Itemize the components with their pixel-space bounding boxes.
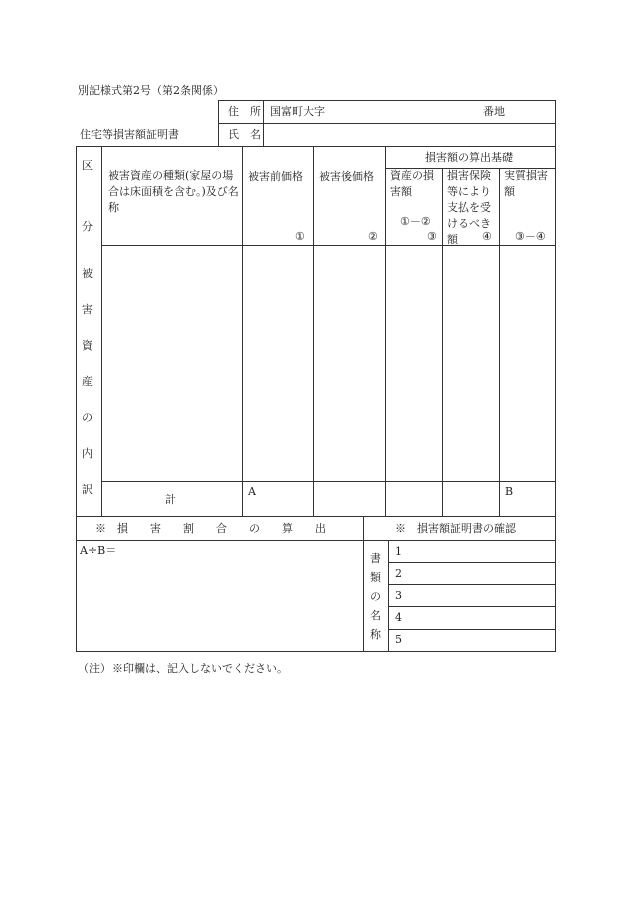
col-before-header: 被害前価格 — [248, 170, 303, 183]
col-loss-num: ③ — [427, 230, 437, 243]
side-label-char: 訳 — [82, 483, 93, 496]
ratio-formula[interactable]: A÷B＝ — [80, 544, 117, 557]
address-value[interactable]: 国富町大字 — [270, 105, 325, 118]
confirm-side-char: 書 — [370, 552, 381, 565]
total-a-marker: A — [248, 485, 256, 498]
confirm-row-number: 1 — [395, 545, 402, 558]
total-label: 計 — [165, 493, 176, 506]
group-header: 損害額の算出基礎 — [425, 151, 513, 164]
kubun-bottom-label: 分 — [82, 220, 93, 233]
side-label-char: 産 — [82, 375, 93, 388]
confirm-row-number: 2 — [395, 567, 402, 580]
col-loss-header: 資産の損害額 — [390, 169, 434, 198]
confirm-side-char: 称 — [370, 628, 381, 641]
col-type-header: 被害資産の種類(家屋の場合は床面積を含む。)及び名称 — [108, 169, 239, 214]
col-actual-header: 実質損害額 — [504, 169, 548, 198]
col-insurance-header: 損害保険等により支払を受けるべき額 — [447, 169, 491, 246]
address-suffix: 番地 — [483, 105, 505, 118]
confirm-side-char: の — [370, 590, 381, 603]
side-label-char: 被 — [82, 267, 93, 280]
col-after-num: ② — [368, 230, 378, 243]
confirm-row-number: 4 — [395, 611, 402, 624]
col-before-num: ① — [295, 230, 305, 243]
note-text: ※印欄は、記入しないでください。 — [112, 662, 288, 675]
col-actual-formula: ③－④ — [515, 230, 546, 243]
col-after-header: 被害後価格 — [319, 170, 374, 183]
address-label: 住 所 — [228, 105, 261, 118]
total-b-marker: B — [505, 485, 514, 498]
confirm-side-char: 名 — [370, 609, 381, 622]
kubun-top-label: 区 — [82, 159, 93, 172]
confirm-header: ※ 損害額証明書の確認 — [395, 522, 516, 535]
confirm-row-number: 3 — [395, 589, 402, 602]
confirm-row-number: 5 — [395, 633, 402, 646]
side-label-char: 内 — [82, 447, 93, 460]
side-label-char: 資 — [82, 339, 93, 352]
col-insurance-num: ④ — [482, 230, 492, 243]
document-title: 住宅等損害額証明書 — [80, 128, 179, 141]
side-label-char: 害 — [82, 303, 93, 316]
col-loss-formula: ①－② — [400, 215, 431, 228]
form-id: 別記様式第2号（第2条関係） — [78, 84, 224, 97]
ratio-header: ※ 損 害 割 合 の 算 出 — [95, 522, 326, 535]
note-label: （注） — [78, 662, 111, 675]
name-label: 氏 名 — [228, 128, 261, 141]
side-label-char: の — [82, 411, 93, 424]
confirm-side-char: 類 — [370, 571, 381, 584]
